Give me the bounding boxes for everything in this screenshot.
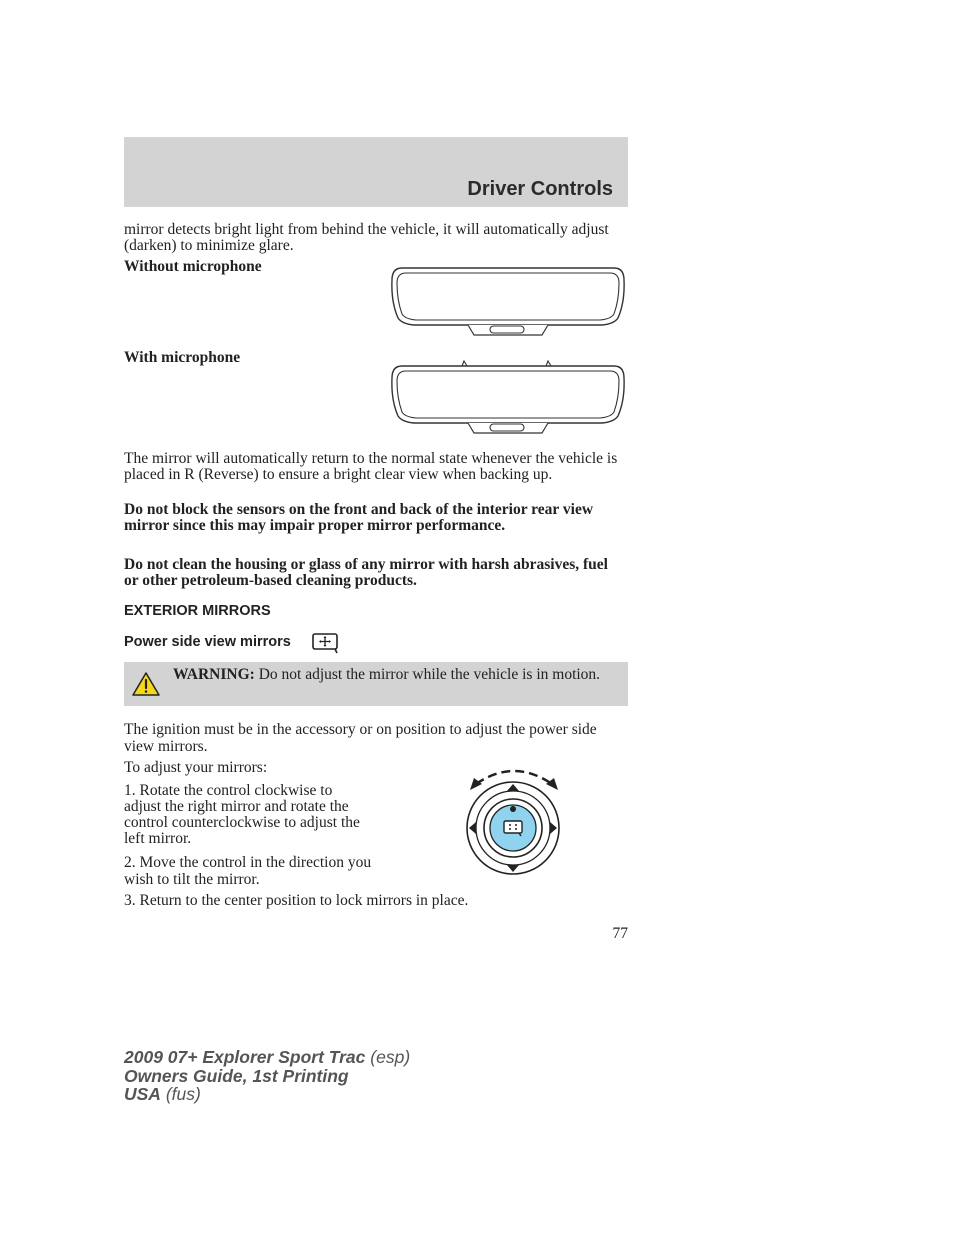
caution-sensors: Do not block the sensors on the front and back of the interior rear view mirror since this may impair proper mirror performance. xyxy=(124,501,594,534)
label-without-microphone: Without microphone xyxy=(124,258,262,275)
header-band xyxy=(124,137,628,207)
footer-line-1: 2009 07+ Explorer Sport Trac (esp) xyxy=(124,1047,411,1067)
page-number: 77 xyxy=(612,925,628,942)
step-2: 2. Move the control in the direction you wish to tilt the mirror. xyxy=(124,854,372,888)
rearview-mirror-without-mic-illustration xyxy=(388,264,628,338)
warning-box xyxy=(124,662,628,706)
ignition-paragraph: The ignition must be in the accessory or on position to adjust the power side view mirrors. xyxy=(124,721,597,755)
to-adjust-label: To adjust your mirrors: xyxy=(124,759,268,776)
caution-cleaning: Do not clean the housing or glass of any mirror with harsh abrasives, fuel or other petroleum-based cleaning products. xyxy=(124,556,608,589)
footer-line-3: USA (fus) xyxy=(124,1084,201,1104)
rearview-mirror-with-mic-illustration xyxy=(388,358,628,436)
label-with-microphone: With microphone xyxy=(124,349,241,366)
section-heading-exterior-mirrors: EXTERIOR MIRRORS xyxy=(124,603,271,619)
warning-label: WARNING: xyxy=(173,666,255,683)
mirror-control-knob-illustration xyxy=(462,764,566,878)
auto-return-paragraph: The mirror will automatically return to the normal state whenever the vehicle is placed in R (Reverse) to ensure a bright clear view when backing up. xyxy=(124,450,618,483)
warning-text xyxy=(173,666,613,683)
subsection-title: Power side view mirrors xyxy=(124,634,291,650)
warning-triangle-icon xyxy=(131,671,161,697)
step-3: 3. Return to the center position to lock mirrors in place. xyxy=(124,892,469,909)
step-1: 1. Rotate the control clockwise to adjust the right mirror and rotate the control counterclockwise to adjust the left mirror. xyxy=(124,782,360,847)
footer-line-2: Owners Guide, 1st Printing xyxy=(124,1065,349,1086)
warning-message: Do not adjust the mirror while the vehicle is in motion. xyxy=(258,666,601,683)
power-mirror-icon xyxy=(311,632,341,654)
page-title: Driver Controls xyxy=(467,178,613,200)
footer xyxy=(124,1048,410,1104)
subsection-heading-power-mirrors xyxy=(124,634,291,650)
intro-paragraph: mirror detects bright light from behind the vehicle, it will automatically adjust (darken) to minimize glare. xyxy=(124,221,609,254)
